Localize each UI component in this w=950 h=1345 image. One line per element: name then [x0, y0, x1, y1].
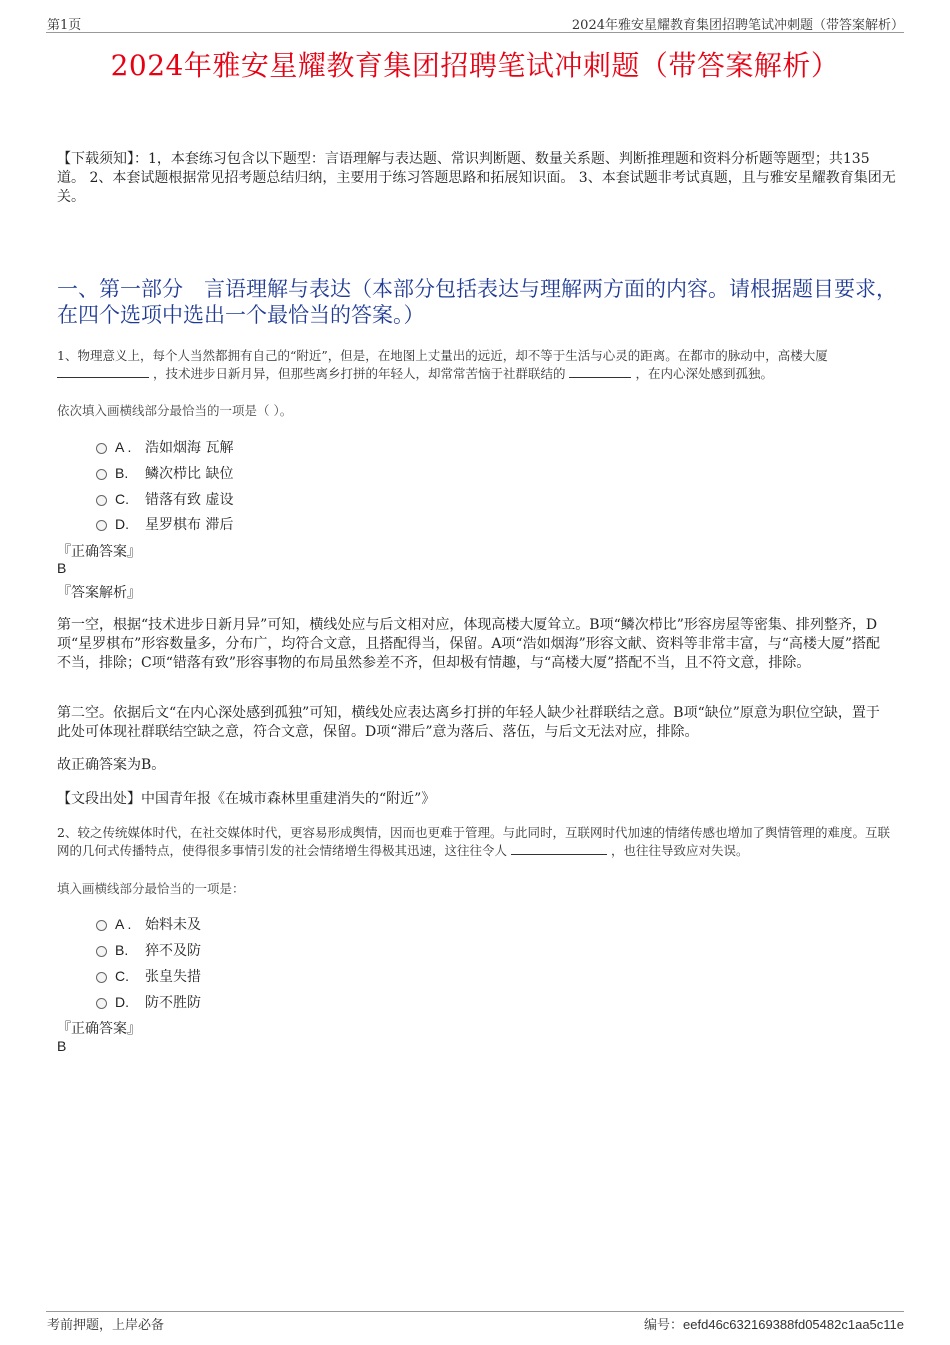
- question-2-prompt: 填入画横线部分最恰当的一项是：: [57, 881, 245, 896]
- option-letter: B.: [115, 465, 129, 481]
- option-text: 猝不及防: [145, 943, 201, 959]
- option-text: 星罗棋布 滞后: [145, 517, 234, 533]
- question-1-source: 【文段出处】中国青年报《在城市森林里重建消失的“附近”》: [57, 791, 436, 807]
- radio-icon[interactable]: [96, 972, 107, 983]
- question-1-conclusion: 故正确答案为B。: [57, 757, 166, 773]
- question-2-option-b[interactable]: [96, 940, 201, 960]
- question-1-option-d[interactable]: [96, 514, 233, 534]
- question-1-blank-1: [57, 365, 149, 378]
- question-2-option-c[interactable]: [96, 966, 201, 986]
- option-text: 错落有致 虚设: [145, 492, 234, 508]
- option-letter: C.: [115, 968, 129, 984]
- footer-code: [644, 1314, 904, 1333]
- download-notice: 【下载须知】：1，本套练习包含以下题型：言语理解与表达题、常识判断题、数量关系题、判断推理题和资料分析题等题型；共135道。 2、本套试题根据常见招考题总结归纳，主要用于练习答题思路和拓展知识面。 3、本套试题非考试真题，且与雅安星耀教育集团无关。: [57, 151, 896, 205]
- question-2-blank: [511, 842, 607, 855]
- question-1-option-a[interactable]: [96, 437, 233, 457]
- question-1-text: [57, 347, 902, 383]
- option-letter: D.: [115, 994, 129, 1010]
- footer-divider: [46, 1311, 904, 1312]
- question-2-option-a[interactable]: [96, 914, 201, 934]
- section-heading: 一、第一部分 言语理解与表达（本部分包括表达与理解两方面的内容。请根据题目要求，在四个选项中选出一个最恰当的答案。）: [57, 277, 897, 327]
- radio-icon[interactable]: [96, 946, 107, 957]
- radio-icon[interactable]: [96, 469, 107, 480]
- question-1-text-part-b: ，技术进步日新月异，但那些离乡打拼的年轻人，却常常苦恼于社群联结的: [152, 366, 566, 381]
- page-number: 第1页: [47, 18, 82, 33]
- page-title: 2024年雅安星耀教育集团招聘笔试冲刺题（带答案解析）: [110, 49, 840, 82]
- option-text: 鳞次栉比 缺位: [145, 466, 234, 482]
- question-1-option-c[interactable]: [96, 489, 233, 509]
- radio-icon[interactable]: [96, 920, 107, 931]
- question-1-analysis-paragraph-2: 第二空。依据后文“在内心深处感到孤独”可知，横线处应表达离乡打拼的年轻人缺少社群联结之意。B项“缺位”原意为职位空缺，置于此处可体现社群联结空缺之意，符合文意，保留。D项“滞后”意为落后、落伍，与后文无法对应，排除。: [57, 705, 880, 740]
- question-1-answer-label: 『正确答案』: [57, 544, 141, 560]
- question-2-text: [57, 824, 902, 860]
- option-letter: A .: [115, 916, 132, 932]
- radio-icon[interactable]: [96, 443, 107, 454]
- header-doc-title: 2024年雅安星耀教育集团招聘笔试冲刺题（带答案解析）: [571, 18, 904, 33]
- option-text: 始料未及: [145, 917, 201, 933]
- question-2-answer: B: [57, 1038, 67, 1054]
- question-2-text-part-a: 2、较之传统媒体时代，在社交媒体时代，更容易形成舆情，因而也更难于管理。与此同时，互联网时代加速的情绪传感也增加了舆情管理的难度。互联网的几何式传播特点，使得很多事情引发的社会情绪增生得极其迅速，这往往令人: [57, 825, 890, 858]
- question-1-prompt: 依次填入画横线部分最恰当的一项是（ ）。: [57, 403, 293, 418]
- header-divider: [46, 32, 904, 33]
- option-text: 浩如烟海 瓦解: [145, 440, 234, 456]
- question-1-analysis-label: 『答案解析』: [57, 585, 141, 601]
- option-letter: C.: [115, 491, 129, 507]
- footer-slogan: 考前押题，上岸必备: [47, 1318, 165, 1333]
- question-2-option-d[interactable]: [96, 992, 201, 1012]
- question-1-analysis-paragraph-1: 第一空，根据“技术进步日新月异”可知，横线处应与后文相对应，体现高楼大厦耸立。B项“鳞次栉比”形容房屋等密集、排列整齐，D项“星罗棋布”形容数量多，分布广，均符合文意，且搭配得当，保留。A项“浩如烟海”形容文献、资料等非常丰富，与“高楼大厦”搭配不当，排除；C项“错落有致”形容事物的布局虽然参差不齐，但却极有情趣，与“高楼大厦”搭配不当，且不符文意，排除。: [57, 617, 881, 671]
- question-2-answer-label: 『正确答案』: [57, 1021, 141, 1037]
- option-letter: A .: [115, 439, 132, 455]
- question-1-text-part-a: 1、物理意义上，每个人当然都拥有自己的“附近”，但是，在地图上丈量出的远近，却不等于生活与心灵的距离。在都市的脉动中，高楼大厦: [57, 348, 828, 363]
- radio-icon[interactable]: [96, 495, 107, 506]
- option-letter: B.: [115, 942, 129, 958]
- footer-code-value: eefd46c632169388fd05482c1aa5c11e: [683, 1317, 904, 1332]
- footer-code-label: 编号：: [644, 1318, 684, 1333]
- option-letter: D.: [115, 516, 129, 532]
- question-1-answer: B: [57, 560, 67, 576]
- question-2-text-part-b: ，也往往导致应对失误。: [610, 843, 749, 858]
- option-text: 张皇失措: [145, 969, 201, 985]
- question-1-blank-2: [569, 365, 631, 378]
- question-1-option-b[interactable]: [96, 463, 233, 483]
- radio-icon[interactable]: [96, 520, 107, 531]
- option-text: 防不胜防: [145, 995, 201, 1011]
- radio-icon[interactable]: [96, 998, 107, 1009]
- question-1-text-part-c: ，在内心深处感到孤独。: [635, 366, 773, 381]
